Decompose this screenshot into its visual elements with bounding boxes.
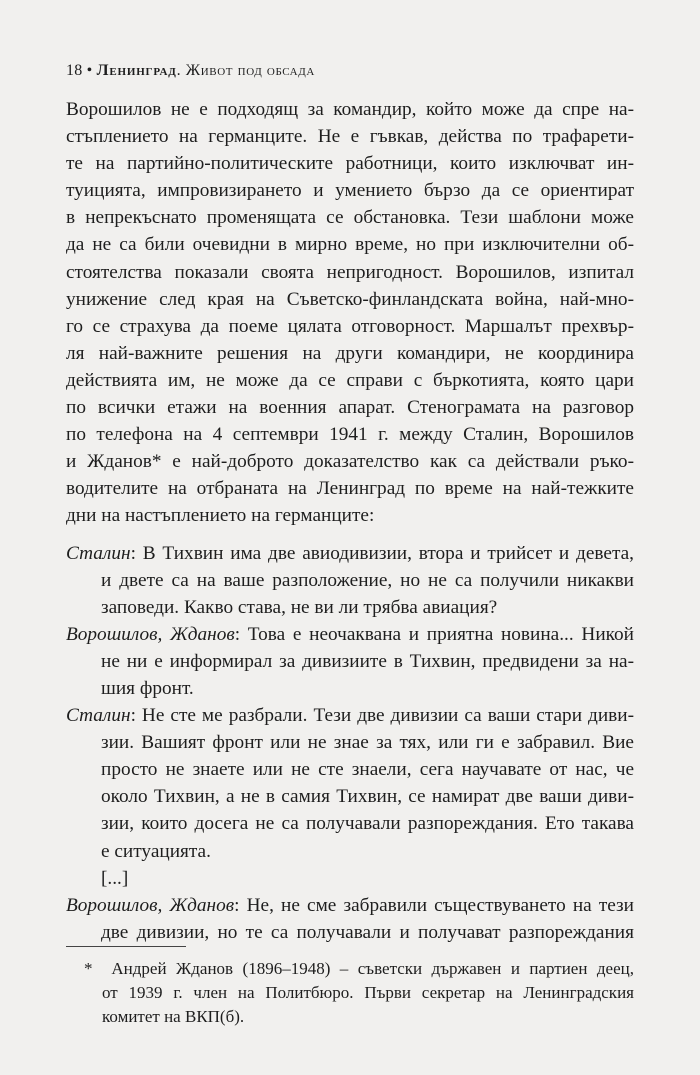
text-line: стъплението на германците. Не е гъвкав, действа по трафарети- [66,126,634,148]
text-line: те на партийно-политическите работници, които изключват ин- [66,153,634,175]
speaker: Ворошилов, Жданов [66,623,235,645]
footnote-line: от 1939 г. член на Политбюро. Първи секретар на Ленинградския [102,983,634,1002]
dialogue [66,540,634,946]
speaker: Сталин [66,705,131,727]
speaker: Сталин [66,542,131,564]
dialogue-entry [66,621,634,702]
text-line: ля най-важните решения на други командири, не координира [66,342,634,364]
text-line: да не са били очевидни в мирно време, но при изключителни об- [66,234,634,256]
text-line: в непрекъснато променящата се обстановка. Тези шаблони може [66,207,634,229]
dialogue-line: около Тихвин, а не в самия Тихвин, се намират две ваши диви- [101,786,634,808]
footnote-line: комитет на ВКП(б). [102,1007,245,1026]
speaker: Ворошилов, Жданов [66,894,235,916]
dialogue-entry [66,892,634,946]
dialogue-entry [66,702,634,892]
text-line: действията им, не може да се справи с бъркотията, която цари [66,369,634,391]
footnote-line: * Андрей Жданов (1896–1948) – съветски държавен и партиен деец, [84,959,634,978]
dialogue-line: Сталин: В Тихвин има две авиодивизии, втора и трийсет и девета, [66,542,634,564]
main-text [66,96,634,946]
text-line: Ворошилов не е подходящ за командир, който може да спре на- [66,99,634,120]
dialogue-entry [66,540,634,621]
dialogue-line: две дивизии, но те са получавали и получават разпореждания [101,921,634,943]
dialogue-line: зии, които досега не са получавали разпореждания. Ето такава [101,813,634,835]
text-line: дни на настъплението на германците: [66,505,375,527]
text-line: и Жданов* е най-доброто доказателство как са действали ръко- [66,451,634,473]
dialogue-line: не ни е информирал за дивизиите в Тихвин, предвидени за на- [101,650,634,672]
book-subtitle: . Живот под обсада [176,62,315,79]
dialogue-line: заповеди. Какво става, не ви ли трябва авиация? [101,596,498,618]
book-title: Ленинград [96,62,177,79]
header-separator: • [86,62,93,79]
footnote-marker: * [84,959,93,978]
footnote [66,957,634,1029]
text-line: водителите на отбраната на Ленинград по време на най-тежките [66,478,634,500]
ellipsis: [...] [101,867,129,889]
dialogue-line: зии. Вашият фронт или не знае за тях, или ги е забравил. Вие [101,732,634,754]
dialogue-line: и двете са на ваше разположение, но не са получили никакви [101,569,634,591]
text-line: унижение след края на Съветско-финландската война, най-мно- [66,288,634,310]
text-line: по всички етажи на военния апарат. Стенограмата на разговор [66,397,634,419]
dialogue-line: Ворошилов, Жданов: Това е неочаквана и приятна новина... Никой [66,623,634,645]
text-line: го се страхува да поеме цялата отговорност. Маршалът прехвър- [66,315,634,337]
footnote-rule [66,946,186,947]
dialogue-line: е ситуацията. [101,840,211,862]
paragraph [66,96,634,530]
text-line: по телефона на 4 септември 1941 г. между Сталин, Ворошилов [66,424,634,446]
page-number: 18 [66,62,83,79]
dialogue-line: шия фронт. [101,677,194,699]
dialogue-line: Ворошилов, Жданов: Не, не сме забравили съществуването на тези [66,894,634,916]
dialogue-line: просто не знаете или не сте знаели, сега научавате от нас, че [101,759,634,781]
dialogue-line: Сталин: Не сте ме разбрали. Тези две дивизии са ваши стари диви- [66,705,634,727]
text-line: стоятелства показали своята непригодност. Ворошилов, изпитал [66,261,634,283]
running-header [66,62,315,80]
text-line: туицията, импровизирането и умението бързо да се ориентират [66,180,634,202]
